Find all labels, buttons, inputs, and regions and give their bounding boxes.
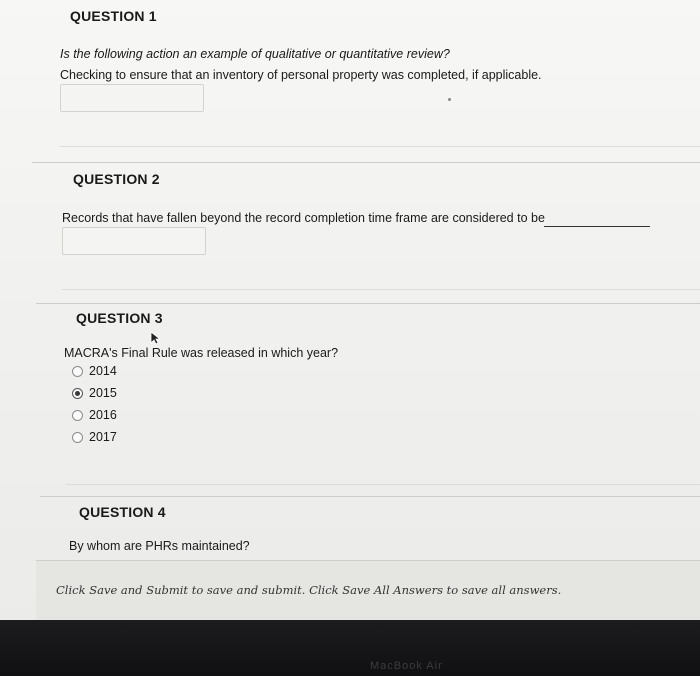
question-3-prompt: MACRA's Final Rule was released in which year?: [64, 346, 339, 360]
divider: [60, 146, 700, 147]
divider: [36, 303, 700, 304]
radio-option-2014[interactable]: [72, 362, 117, 380]
question-1-detail: Checking to ensure that an inventory of personal property was completed, if applicable.: [60, 68, 542, 82]
question-1-answer-field[interactable]: [60, 84, 204, 112]
radio-button[interactable]: [72, 432, 83, 443]
divider: [62, 289, 700, 290]
radio-button[interactable]: [72, 410, 83, 421]
divider: [32, 162, 700, 163]
question-4-prompt: By whom are PHRs maintained?: [69, 539, 250, 553]
radio-button[interactable]: [72, 366, 83, 377]
fill-in-blank-line: [544, 226, 650, 227]
option-label: 2016: [89, 408, 117, 422]
radio-option-2017[interactable]: [72, 428, 117, 446]
option-label: 2015: [89, 386, 117, 400]
radio-button-selected[interactable]: [72, 388, 83, 399]
question-2-prompt: Records that have fallen beyond the record completion time frame are considered to be: [62, 211, 545, 225]
mouse-pointer-icon: [150, 331, 162, 345]
screen-speck: [448, 98, 451, 101]
option-label: 2017: [89, 430, 117, 444]
divider: [66, 484, 700, 485]
question-2-title: QUESTION 2: [73, 171, 160, 187]
selected-dot: [75, 391, 80, 396]
question-1-title: QUESTION 1: [70, 8, 157, 24]
option-label: 2014: [89, 364, 117, 378]
radio-option-2015[interactable]: [72, 384, 117, 402]
radio-option-2016[interactable]: [72, 406, 117, 424]
question-1-prompt: Is the following action an example of qualitative or quantitative review?: [60, 47, 450, 61]
laptop-bezel: [0, 620, 700, 676]
question-3-title: QUESTION 3: [76, 310, 163, 326]
divider: [40, 496, 700, 497]
bezel-brand-label: MacBook Air: [370, 660, 443, 672]
submit-instructions: Click Save and Submit to save and submit. Click Save All Answers to save all answers.: [56, 583, 562, 597]
question-4-title: QUESTION 4: [79, 504, 166, 520]
question-2-answer-field[interactable]: [62, 227, 206, 255]
